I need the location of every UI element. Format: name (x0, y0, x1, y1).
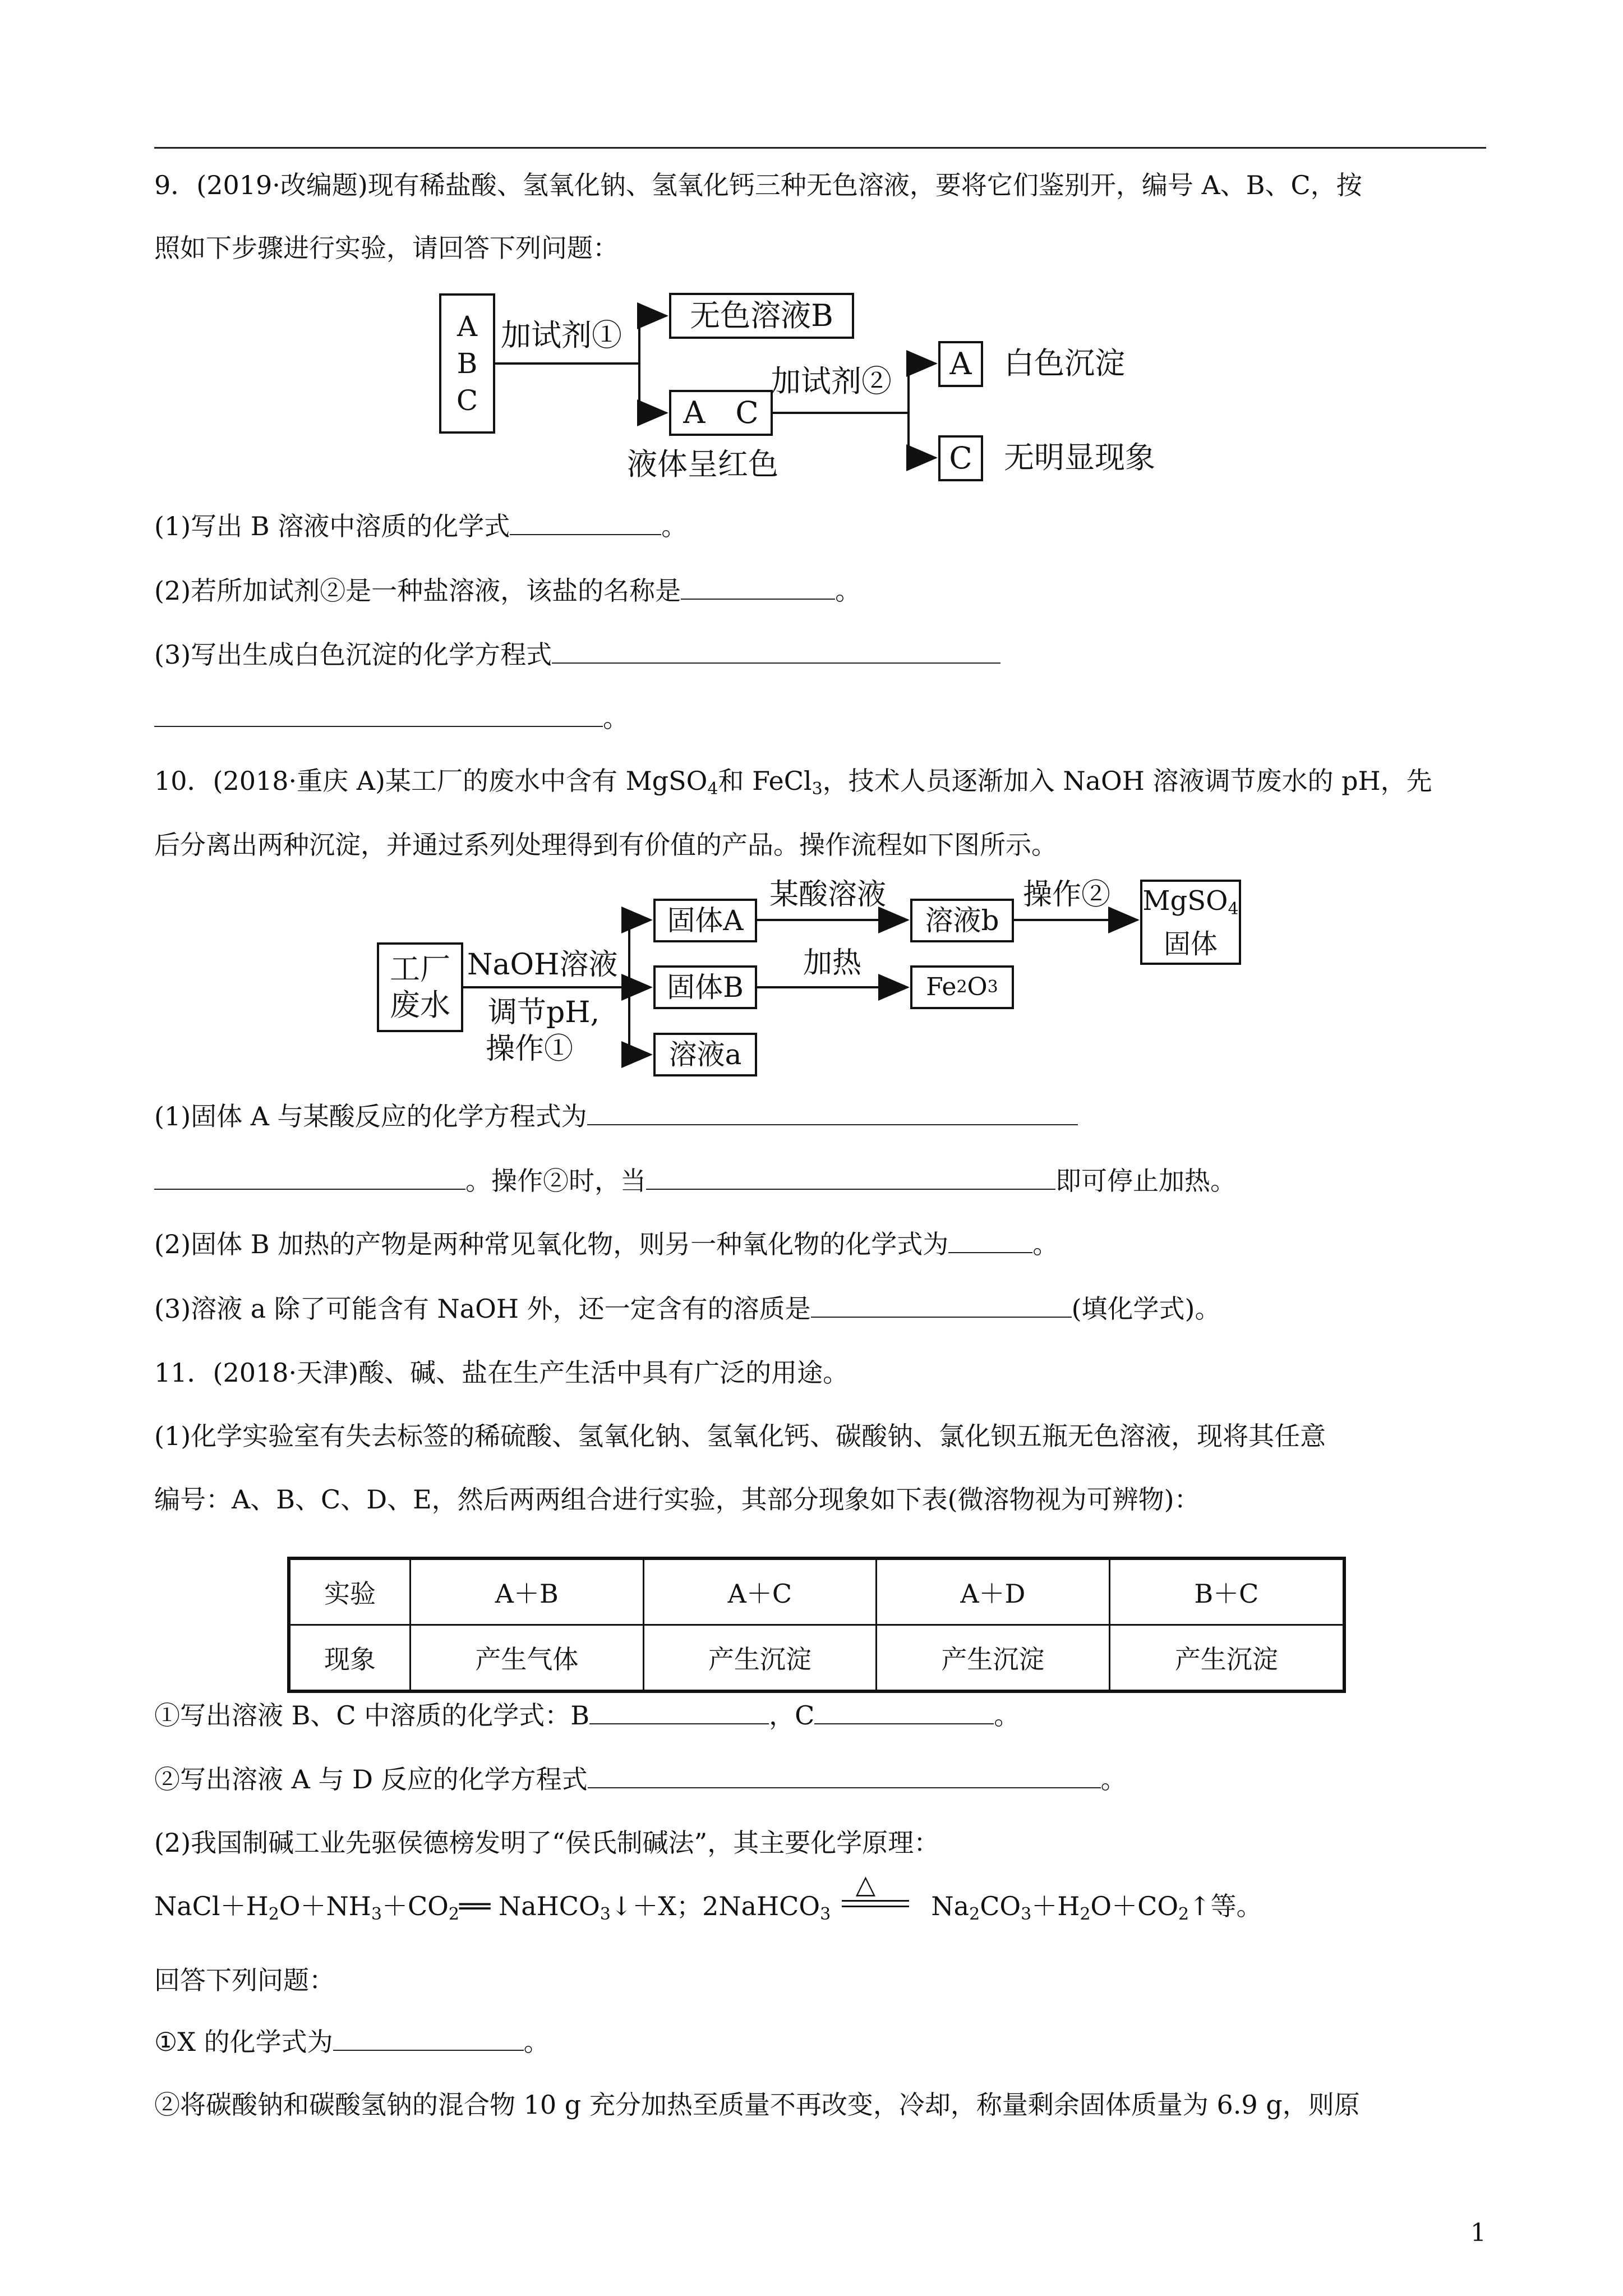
q9-box-b: 无色溶液B (669, 293, 854, 339)
eq-part: O＋NH (279, 1891, 371, 1921)
q10-part2-end: 。 (1032, 1229, 1059, 1259)
q10-part1-end: 即可停止加热。 (1055, 1166, 1236, 1196)
q9-line2: 照如下步骤进行实验，请回答下列问题： (154, 233, 619, 263)
delta-symbol: △ (855, 1869, 876, 1899)
q10-part3 (154, 1292, 1220, 1326)
q9-no-change: 无明显现象 (1004, 440, 1155, 475)
answer-blank[interactable] (587, 1099, 1078, 1125)
q10-part1-mid: 。操作②时，当 (465, 1166, 646, 1196)
q10-op1-label: 操作① (486, 1032, 574, 1066)
table-cell: 现象 (289, 1625, 411, 1692)
q9-start-a: A (457, 310, 478, 343)
q10-mgso4-formula (1142, 884, 1238, 927)
q10-sub: 4 (1228, 899, 1239, 919)
q10-fe: Fe (926, 973, 957, 1001)
q10-waste-line2: 废水 (390, 987, 450, 1023)
eq-bar (842, 1900, 909, 1902)
q10-solid-a: 固体A (653, 899, 757, 942)
answer-blank[interactable] (333, 2025, 524, 2051)
q11-part2: (2)我国制碱工业先驱侯德榜发明了“侯氏制碱法”，其主要化学原理： (154, 1828, 940, 1858)
table-cell: 产生沉淀 (877, 1625, 1110, 1692)
q10-part2-text: (2)固体 B 加热的产物是两种常见氧化物，则另一种氧化物的化学式为 (154, 1229, 949, 1259)
q11-observation-table (287, 1557, 1346, 1693)
q10-sub: 4 (707, 779, 718, 799)
q10-acid-label: 某酸溶液 (769, 878, 887, 912)
q10-line1-c: ，技术人员逐渐加入 NaOH 溶液调节废水的 pH，先 (822, 766, 1432, 796)
table-row (289, 1558, 1344, 1625)
eq-sub: 3 (820, 1904, 831, 1924)
page-number: 1 (1470, 2219, 1486, 2247)
q9-white-ppt: 白色沉淀 (1004, 346, 1125, 381)
q11-sub2-end: 。 (1100, 1764, 1127, 1795)
q10-part3-end: (填化学式)。 (1071, 1294, 1221, 1324)
q11-x1-text: ①X 的化学式为 (154, 2027, 333, 2057)
eq-sub: 3 (600, 1904, 611, 1924)
q9-reagent2-label: 加试剂② (771, 364, 892, 399)
answer-blank[interactable] (588, 1763, 1101, 1788)
q10-part3-text: (3)溶液 a 除了可能含有 NaOH 外，还一定含有的溶质是 (154, 1294, 811, 1324)
q9-red-label: 液体呈红色 (627, 447, 778, 482)
eq-bar (842, 1906, 909, 1907)
heat-condition-arrow (839, 1869, 923, 1922)
q11-sub2-text: ②写出溶液 A 与 D 反应的化学方程式 (154, 1764, 588, 1795)
q9-part1-end: 。 (661, 511, 688, 541)
eq-sub: 3 (1021, 1904, 1032, 1924)
q10-mg-solid: 固体 (1163, 928, 1218, 960)
q10-part1-text: (1)固体 A 与某酸反应的化学方程式为 (154, 1101, 587, 1131)
q10-waste-line1: 工厂 (390, 951, 450, 987)
q9-reagent1-label: 加试剂① (501, 318, 622, 353)
eq-part: ══ NaHCO (459, 1891, 600, 1921)
q11-line1: 11．(2018·天津)酸、碱、盐在生产生活中具有广泛的用途。 (154, 1358, 849, 1388)
q10-heat-label: 加热 (803, 946, 862, 980)
table-cell: 产生沉淀 (1109, 1625, 1344, 1692)
q9-part2-end: 。 (835, 576, 861, 606)
q10-soln-b: 溶液b (910, 899, 1014, 942)
eq-part: NaCl＋H (154, 1891, 269, 1921)
q10-line1-a: 10．(2018·重庆 A)某工厂的废水中含有 MgSO (154, 766, 708, 796)
q10-soln-a: 溶液a (653, 1033, 757, 1076)
q10-fe2o3-box (910, 965, 1014, 1009)
answer-blank[interactable] (814, 1699, 994, 1724)
q10-naoh-label: NaOH溶液 (467, 948, 618, 982)
q11-equations (154, 1869, 1262, 1931)
q11-sub1 (154, 1699, 1020, 1732)
answer-blank[interactable] (948, 1227, 1032, 1253)
q9-part3-text: (3)写出生成白色沉淀的化学方程式 (154, 639, 552, 670)
q9-start-b: B (457, 347, 478, 380)
table-header-cell: A＋B (411, 1558, 644, 1625)
q10-waste-box (377, 942, 463, 1032)
eq-part: CO (980, 1891, 1021, 1921)
eq-part: ↓＋X；2NaHCO (610, 1891, 820, 1921)
q9-start-c: C (456, 384, 478, 417)
q11-x2: ②将碳酸钠和碳酸氢钠的混合物 10 g 充分加热至质量不再改变，冷却，称量剩余固体质量为 6.9 g，则原 (154, 2090, 1360, 2120)
answer-blank[interactable] (811, 1292, 1072, 1318)
q11-sub1-mid: ，C (769, 1700, 815, 1731)
q11-line2: (1)化学实验室有失去标签的稀硫酸、氢氧化钠、氢氧化钙、碳酸钠、氯化钡五瓶无色溶液，现将其任意 (154, 1421, 1326, 1451)
answer-blank[interactable] (646, 1164, 1055, 1190)
table-row (289, 1625, 1344, 1692)
q10-op2-label: 操作② (1023, 878, 1111, 912)
q10-solid-b: 固体B (653, 965, 757, 1009)
q9-box-a: A (938, 341, 983, 387)
table-cell: 产生沉淀 (643, 1625, 877, 1692)
eq-sub: 2 (1080, 1904, 1091, 1924)
table-header-cell: A＋D (877, 1558, 1110, 1625)
q10-sub: 3 (987, 977, 998, 997)
q11-x1-end: 。 (523, 2027, 550, 2057)
q9-part1-text: (1)写出 B 溶液中溶质的化学式 (154, 511, 510, 541)
table-header-cell: B＋C (1109, 1558, 1344, 1625)
eq-part: ↑等。 (1189, 1891, 1262, 1921)
eq-sub: 2 (1178, 1904, 1189, 1924)
q10-mgso4-box (1140, 880, 1241, 965)
q11-sub1-text: ①写出溶液 B、C 中溶质的化学式：B (154, 1700, 590, 1731)
q10-sub: 3 (811, 779, 823, 799)
q10-flow-diagram (0, 0, 1623, 1122)
eq-sub: 2 (448, 1904, 459, 1924)
answer-blank[interactable] (154, 1164, 465, 1190)
q11-x1 (154, 2025, 550, 2059)
eq-sub: 2 (268, 1904, 279, 1924)
q11-line3: 编号：A、B、C、D、E，然后两两组合进行实验，其部分现象如下表(微溶物视为可辨物)： (154, 1484, 1200, 1515)
q11-answer-prompt: 回答下列问题： (154, 1965, 335, 1995)
eq-part: ＋H (1031, 1891, 1080, 1921)
q10-sub: 2 (956, 977, 967, 997)
q10-mg: MgSO (1142, 885, 1228, 917)
q10-o: O (967, 973, 988, 1001)
q10-part1-cont (154, 1164, 1236, 1198)
q10-adjust-label: 调节pH, (488, 996, 600, 1029)
q10-part1 (154, 1099, 1078, 1133)
q10-part2 (154, 1227, 1058, 1261)
q9-part2-text: (2)若所加试剂②是一种盐溶液，该盐的名称是 (154, 576, 681, 606)
eq-part: ＋CO (381, 1891, 449, 1921)
eq-part: Na (931, 1891, 970, 1921)
q10-line1-b: 和 FeCl (718, 766, 812, 796)
answer-blank[interactable] (589, 1699, 769, 1724)
q9-part3-end: 。 (603, 703, 629, 733)
eq-sub: 2 (969, 1904, 980, 1924)
q11-sub1-end: 。 (994, 1700, 1020, 1731)
q10-line2: 后分离出两种沉淀，并通过系列处理得到有价值的产品。操作流程如下图所示。 (154, 830, 1057, 860)
q9-line1: 9．(2019·改编题)现有稀盐酸、氢氧化钠、氢氧化钙三种无色溶液，要将它们鉴别开，编号 A、B、C，按 (154, 170, 1362, 200)
eq-sub: 3 (371, 1904, 382, 1924)
table-cell: 产生气体 (411, 1625, 644, 1692)
eq-part: O＋CO (1090, 1891, 1179, 1921)
q11-sub2 (154, 1763, 1127, 1796)
table-header-cell: A＋C (643, 1558, 877, 1625)
table-header-cell: 实验 (289, 1558, 411, 1625)
q9-box-ac: A C (669, 390, 773, 436)
q9-box-c: C (938, 435, 983, 481)
